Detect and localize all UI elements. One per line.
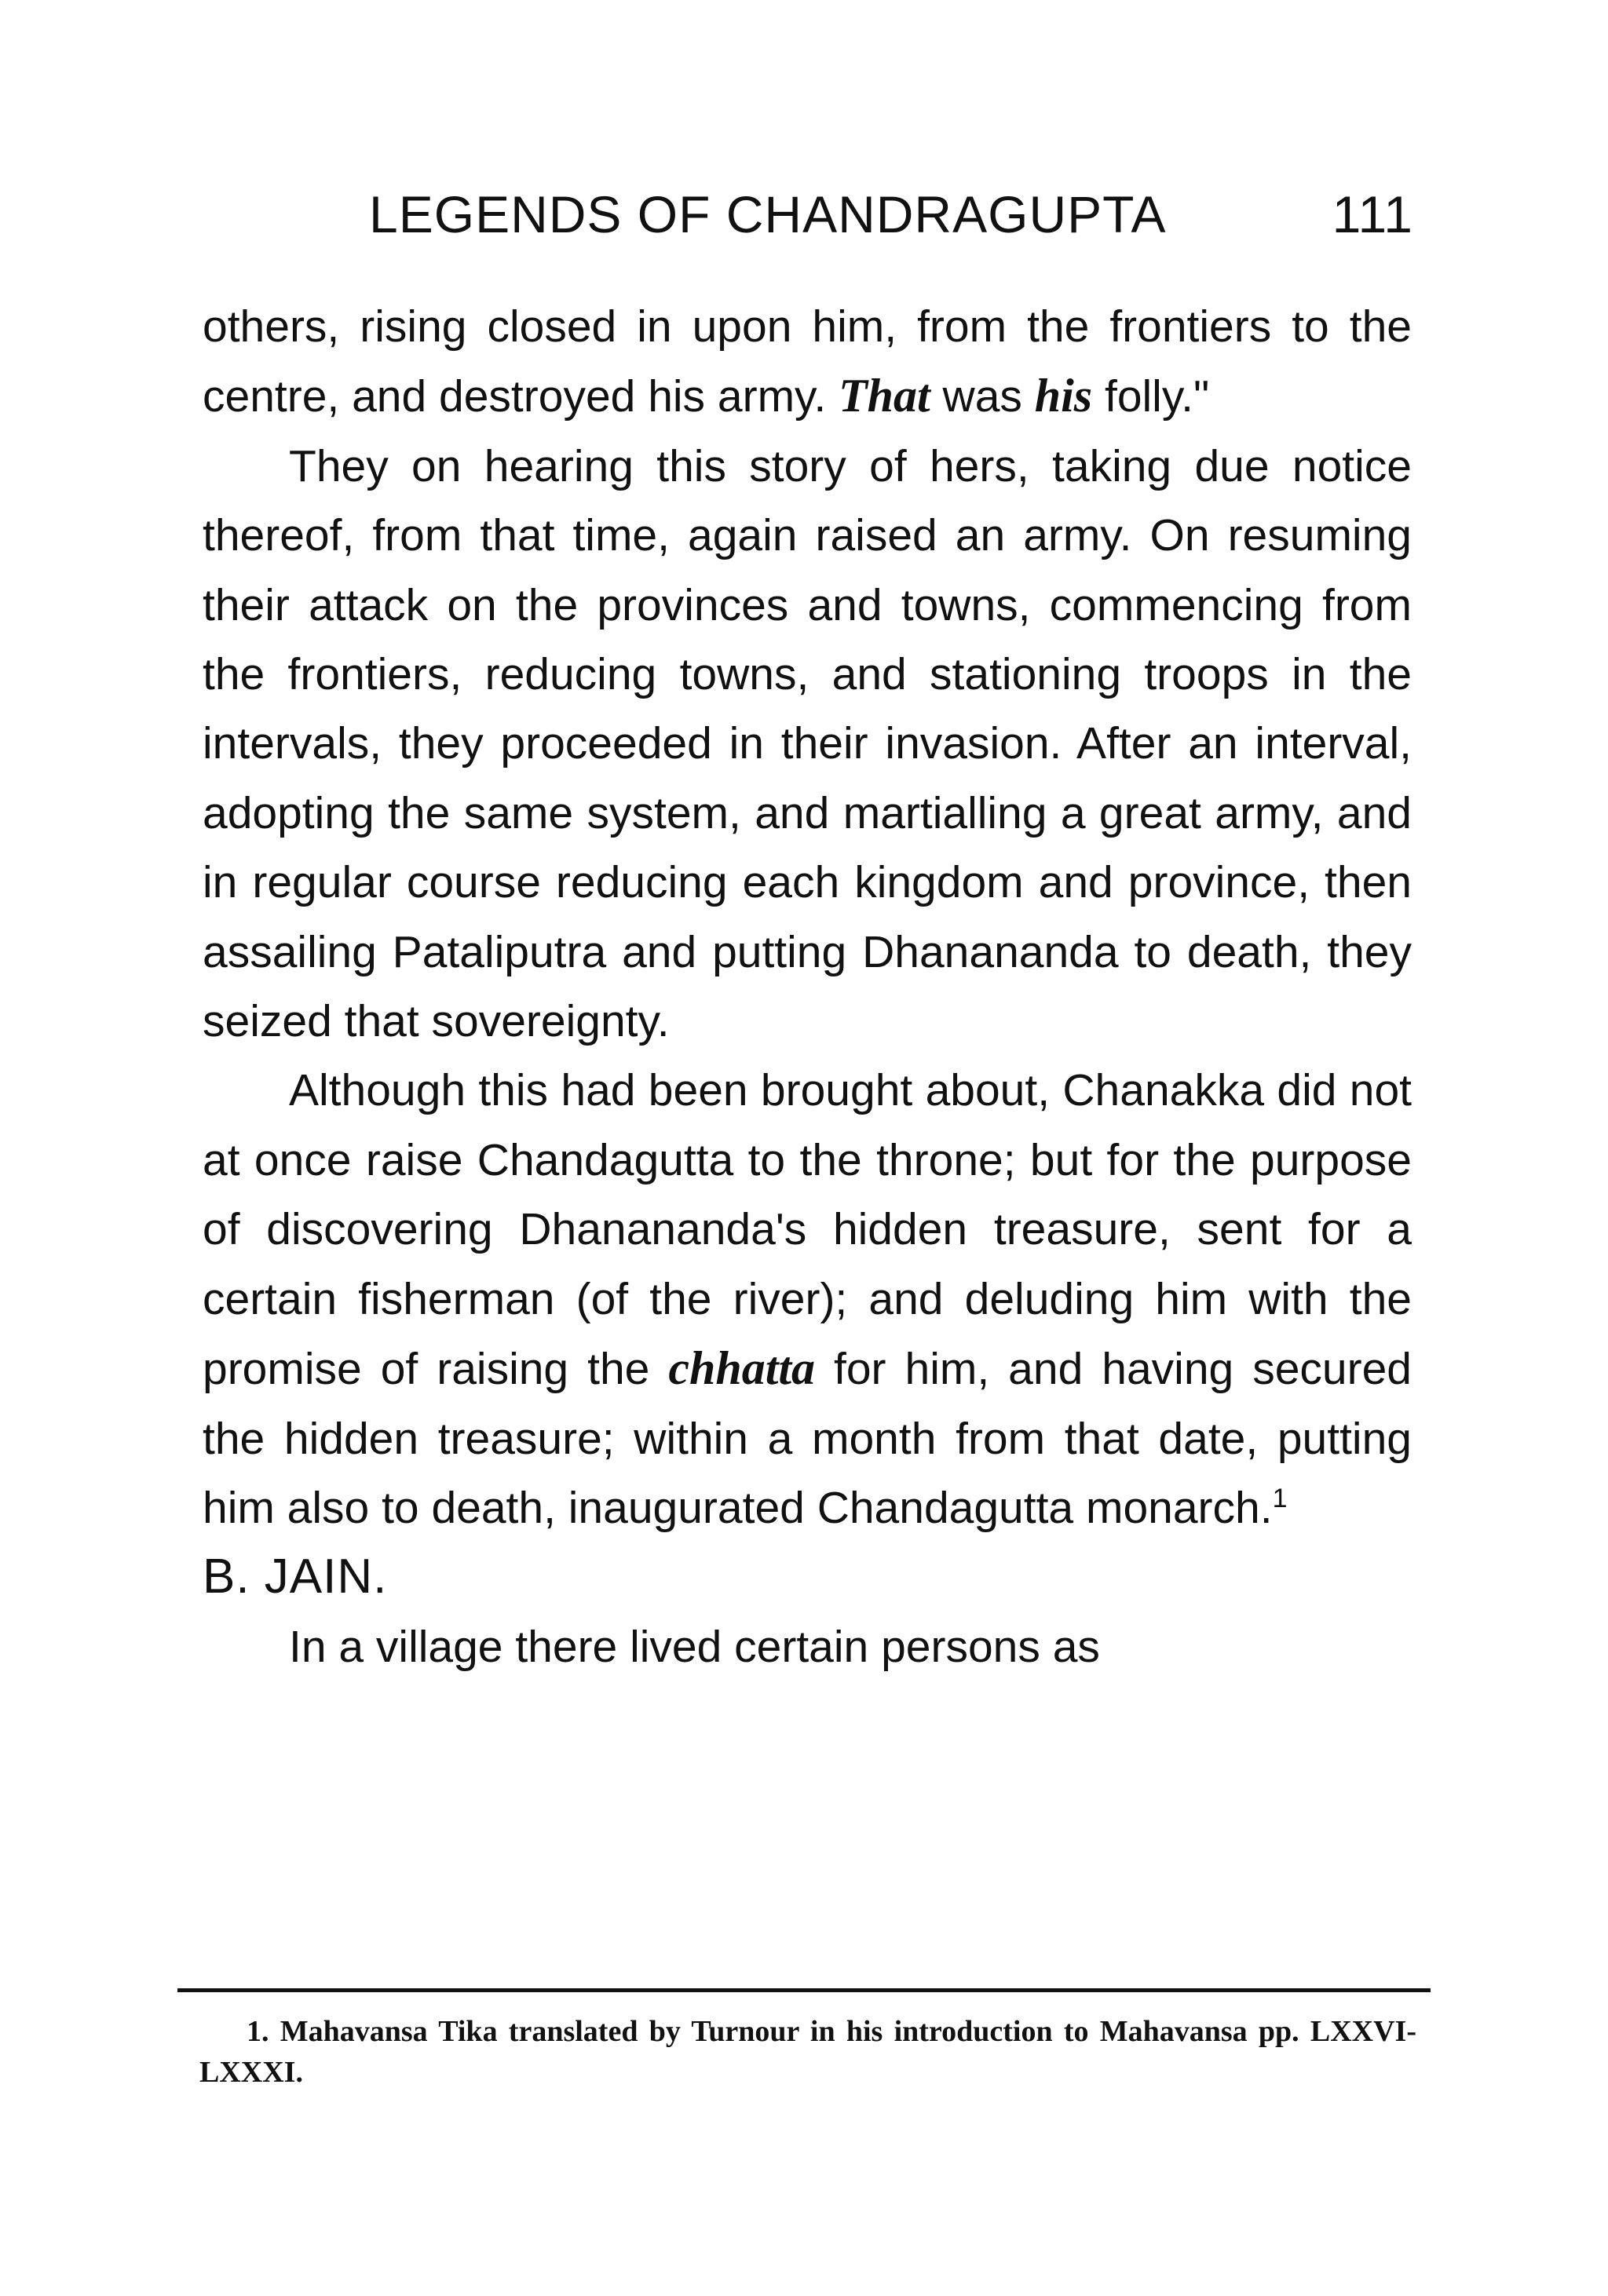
body-text — [203, 292, 1412, 1681]
footnote-rule — [177, 1988, 1431, 1992]
page-number: 111 — [1332, 185, 1413, 243]
paragraph-text: was — [930, 371, 1035, 422]
paragraph-treasure — [203, 1056, 1412, 1542]
paragraph-continued — [203, 292, 1412, 432]
paragraph-army: They on hearing this story of hers, taking due notice thereof, from that time, again raised an army. On resuming their attack on the provinces and towns, commencing from the frontiers, reducing towns, and stationing troops in the intervals, they proceeded in their invasion. After an interval, adopting the same system, and martialling a great army, and in regular course reducing each kingdom and province, then assailing Pataliputra and putting Dhananandа to death, they seized that sovereignty. — [203, 440, 1412, 1047]
footnote: 1. Mahavansa Tika translated by Turnour in his introduction to Mahavansa pp. LXXVI-LXXXI. — [199, 2015, 1416, 2089]
emphasis-that: That — [839, 370, 930, 422]
emphasis-his: his — [1034, 370, 1093, 422]
running-head-title: LEGENDS OF CHANDRAGUPTA — [369, 185, 1167, 243]
section-first-line: In a village there lived certain persons as — [289, 1621, 1100, 1672]
term-chhatta: chhatta — [668, 1342, 816, 1395]
paragraph-text: Although this had been brought about, Chanakka did not at once raise Chandagutta to the throne; but for the purpose of discovering Dhanananda's hidden treasure, sent for a certain fisherman (of the river); and deluding him with the promise of raising the — [203, 1065, 1412, 1395]
running-head — [369, 179, 1413, 250]
paragraph-text: for him, and having secured the hidden treasure; within a month from that date, putting him also to death, inaugurated Chandagutta monarch. — [203, 1344, 1412, 1533]
section-heading: B. JAIN. — [203, 1550, 388, 1604]
paragraph-text: others, rising closed in upon him, from the frontiers to the centre, and destroyed his army. — [203, 301, 1412, 422]
paragraph-text: folly." — [1092, 371, 1210, 422]
footnote-reference: 1 — [1272, 1483, 1288, 1513]
